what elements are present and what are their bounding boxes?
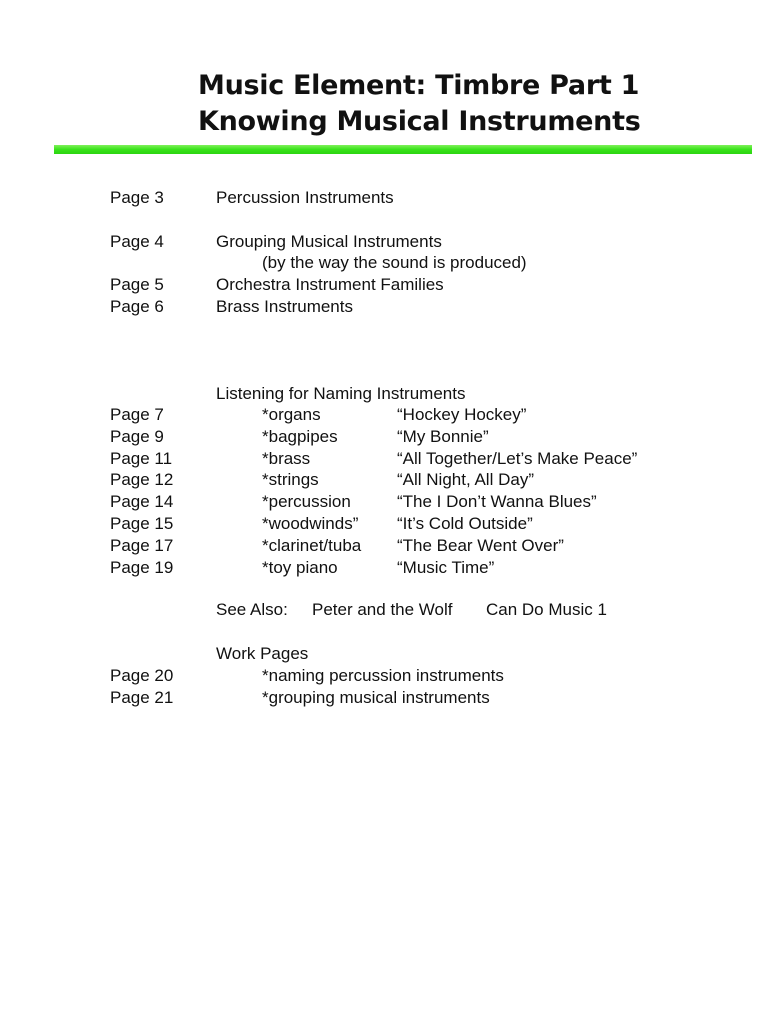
listening-page-number: Page 12 (110, 470, 174, 489)
see-also-label: See Also: (216, 600, 288, 619)
see-also-item: Peter and the Wolf (312, 600, 453, 619)
listening-song: “Music Time” (397, 558, 495, 577)
listening-page-number: Page 19 (110, 558, 174, 577)
title-divider-rule (54, 145, 752, 154)
listening-song: “My Bonnie” (397, 427, 489, 446)
listening-instrument: *toy piano (262, 558, 338, 577)
listening-song: “It’s Cold Outside” (397, 514, 533, 533)
listening-heading: Listening for Naming Instruments (216, 384, 466, 403)
listening-instrument: *brass (262, 449, 311, 468)
listening-song: “Hockey Hockey” (397, 405, 527, 424)
page-title-line-2: Knowing Musical Instruments (198, 106, 641, 137)
toc-topic-note: (by the way the sound is produced) (262, 253, 527, 272)
work-page-topic: *grouping musical instruments (262, 688, 490, 707)
listening-song: “The Bear Went Over” (397, 536, 564, 555)
listening-page-number: Page 11 (110, 449, 173, 468)
listening-instrument: *percussion (262, 492, 351, 511)
toc-topic: Brass Instruments (216, 297, 353, 316)
listening-instrument: *strings (262, 470, 319, 489)
toc-topic: Orchestra Instrument Families (216, 275, 444, 294)
toc-topic: Grouping Musical Instruments (216, 232, 442, 251)
toc-topic: Percussion Instruments (216, 188, 394, 207)
work-page-number: Page 20 (110, 666, 174, 685)
toc-page-number: Page 5 (110, 275, 164, 294)
listening-song: “All Together/Let’s Make Peace” (397, 449, 638, 468)
listening-page-number: Page 14 (110, 492, 174, 511)
toc-page-number: Page 4 (110, 232, 164, 251)
listening-instrument: *clarinet/tuba (262, 536, 362, 555)
page-title-line-1: Music Element: Timbre Part 1 (198, 70, 640, 101)
work-page-number: Page 21 (110, 688, 174, 707)
listening-instrument: *bagpipes (262, 427, 338, 446)
toc-page-number: Page 6 (110, 297, 164, 316)
listening-page-number: Page 15 (110, 514, 174, 533)
work-pages-heading: Work Pages (216, 644, 309, 663)
listening-song: “All Night, All Day” (397, 470, 534, 489)
listening-page-number: Page 9 (110, 427, 164, 446)
listening-instrument: *organs (262, 405, 321, 424)
listening-instrument: *woodwinds” (262, 514, 359, 533)
listening-song: “The I Don’t Wanna Blues” (397, 492, 597, 511)
listening-page-number: Page 17 (110, 536, 174, 555)
see-also-item: Can Do Music 1 (486, 600, 607, 619)
work-page-topic: *naming percussion instruments (262, 666, 504, 685)
toc-page-number: Page 3 (110, 188, 164, 207)
listening-page-number: Page 7 (110, 405, 164, 424)
